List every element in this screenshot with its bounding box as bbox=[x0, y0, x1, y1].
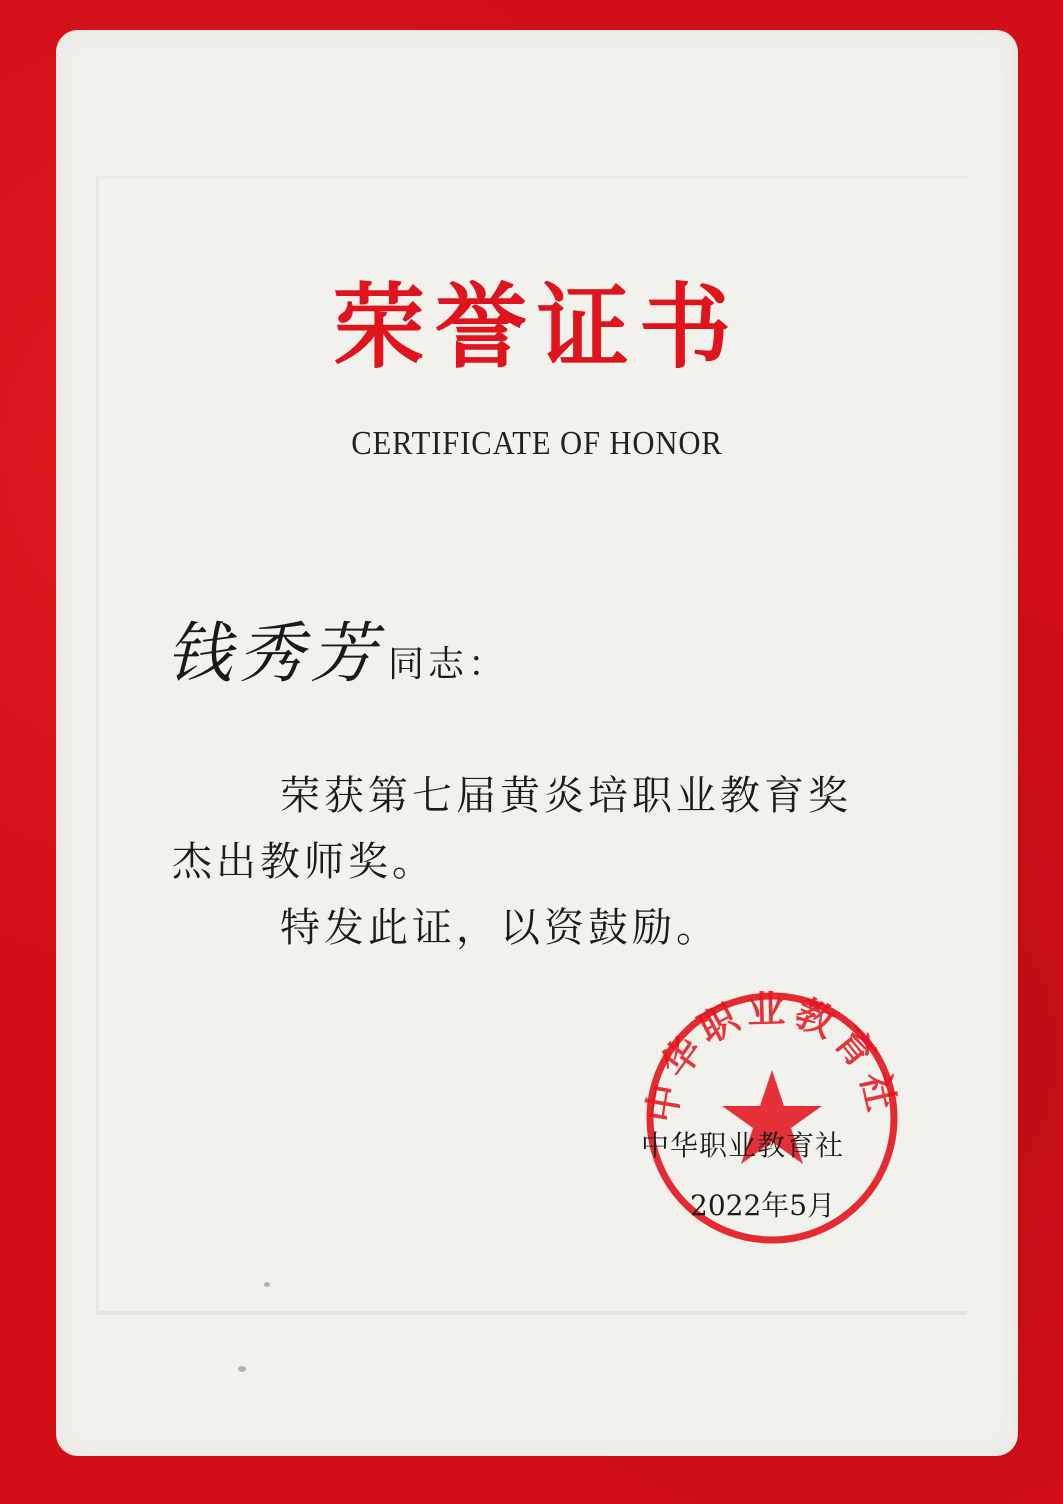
issuer-name: 中华职业教育社 bbox=[641, 1129, 845, 1162]
certificate-paper bbox=[56, 30, 1018, 1456]
recipient bbox=[166, 600, 508, 695]
award-text-line-1: 荣获第七届黄炎培职业教育奖 bbox=[280, 773, 852, 819]
paper-speck bbox=[264, 1282, 270, 1287]
paper-speck bbox=[238, 1366, 246, 1372]
recipient-suffix: 同志： bbox=[388, 644, 509, 685]
certificate-title-cn: 荣誉证书 bbox=[332, 274, 741, 381]
seal-text: 中华职业教育社 bbox=[642, 988, 902, 1126]
certificate-title-en: CERTIFICATE OF HONOR bbox=[351, 425, 723, 462]
award-text-line-3: 特发此证，以资鼓励。 bbox=[280, 905, 720, 951]
recipient-name: 钱秀芳 bbox=[166, 615, 382, 692]
issue-date: 2022年5月 bbox=[690, 1189, 836, 1222]
award-text-line-2: 杰出教师奖。 bbox=[172, 839, 436, 885]
